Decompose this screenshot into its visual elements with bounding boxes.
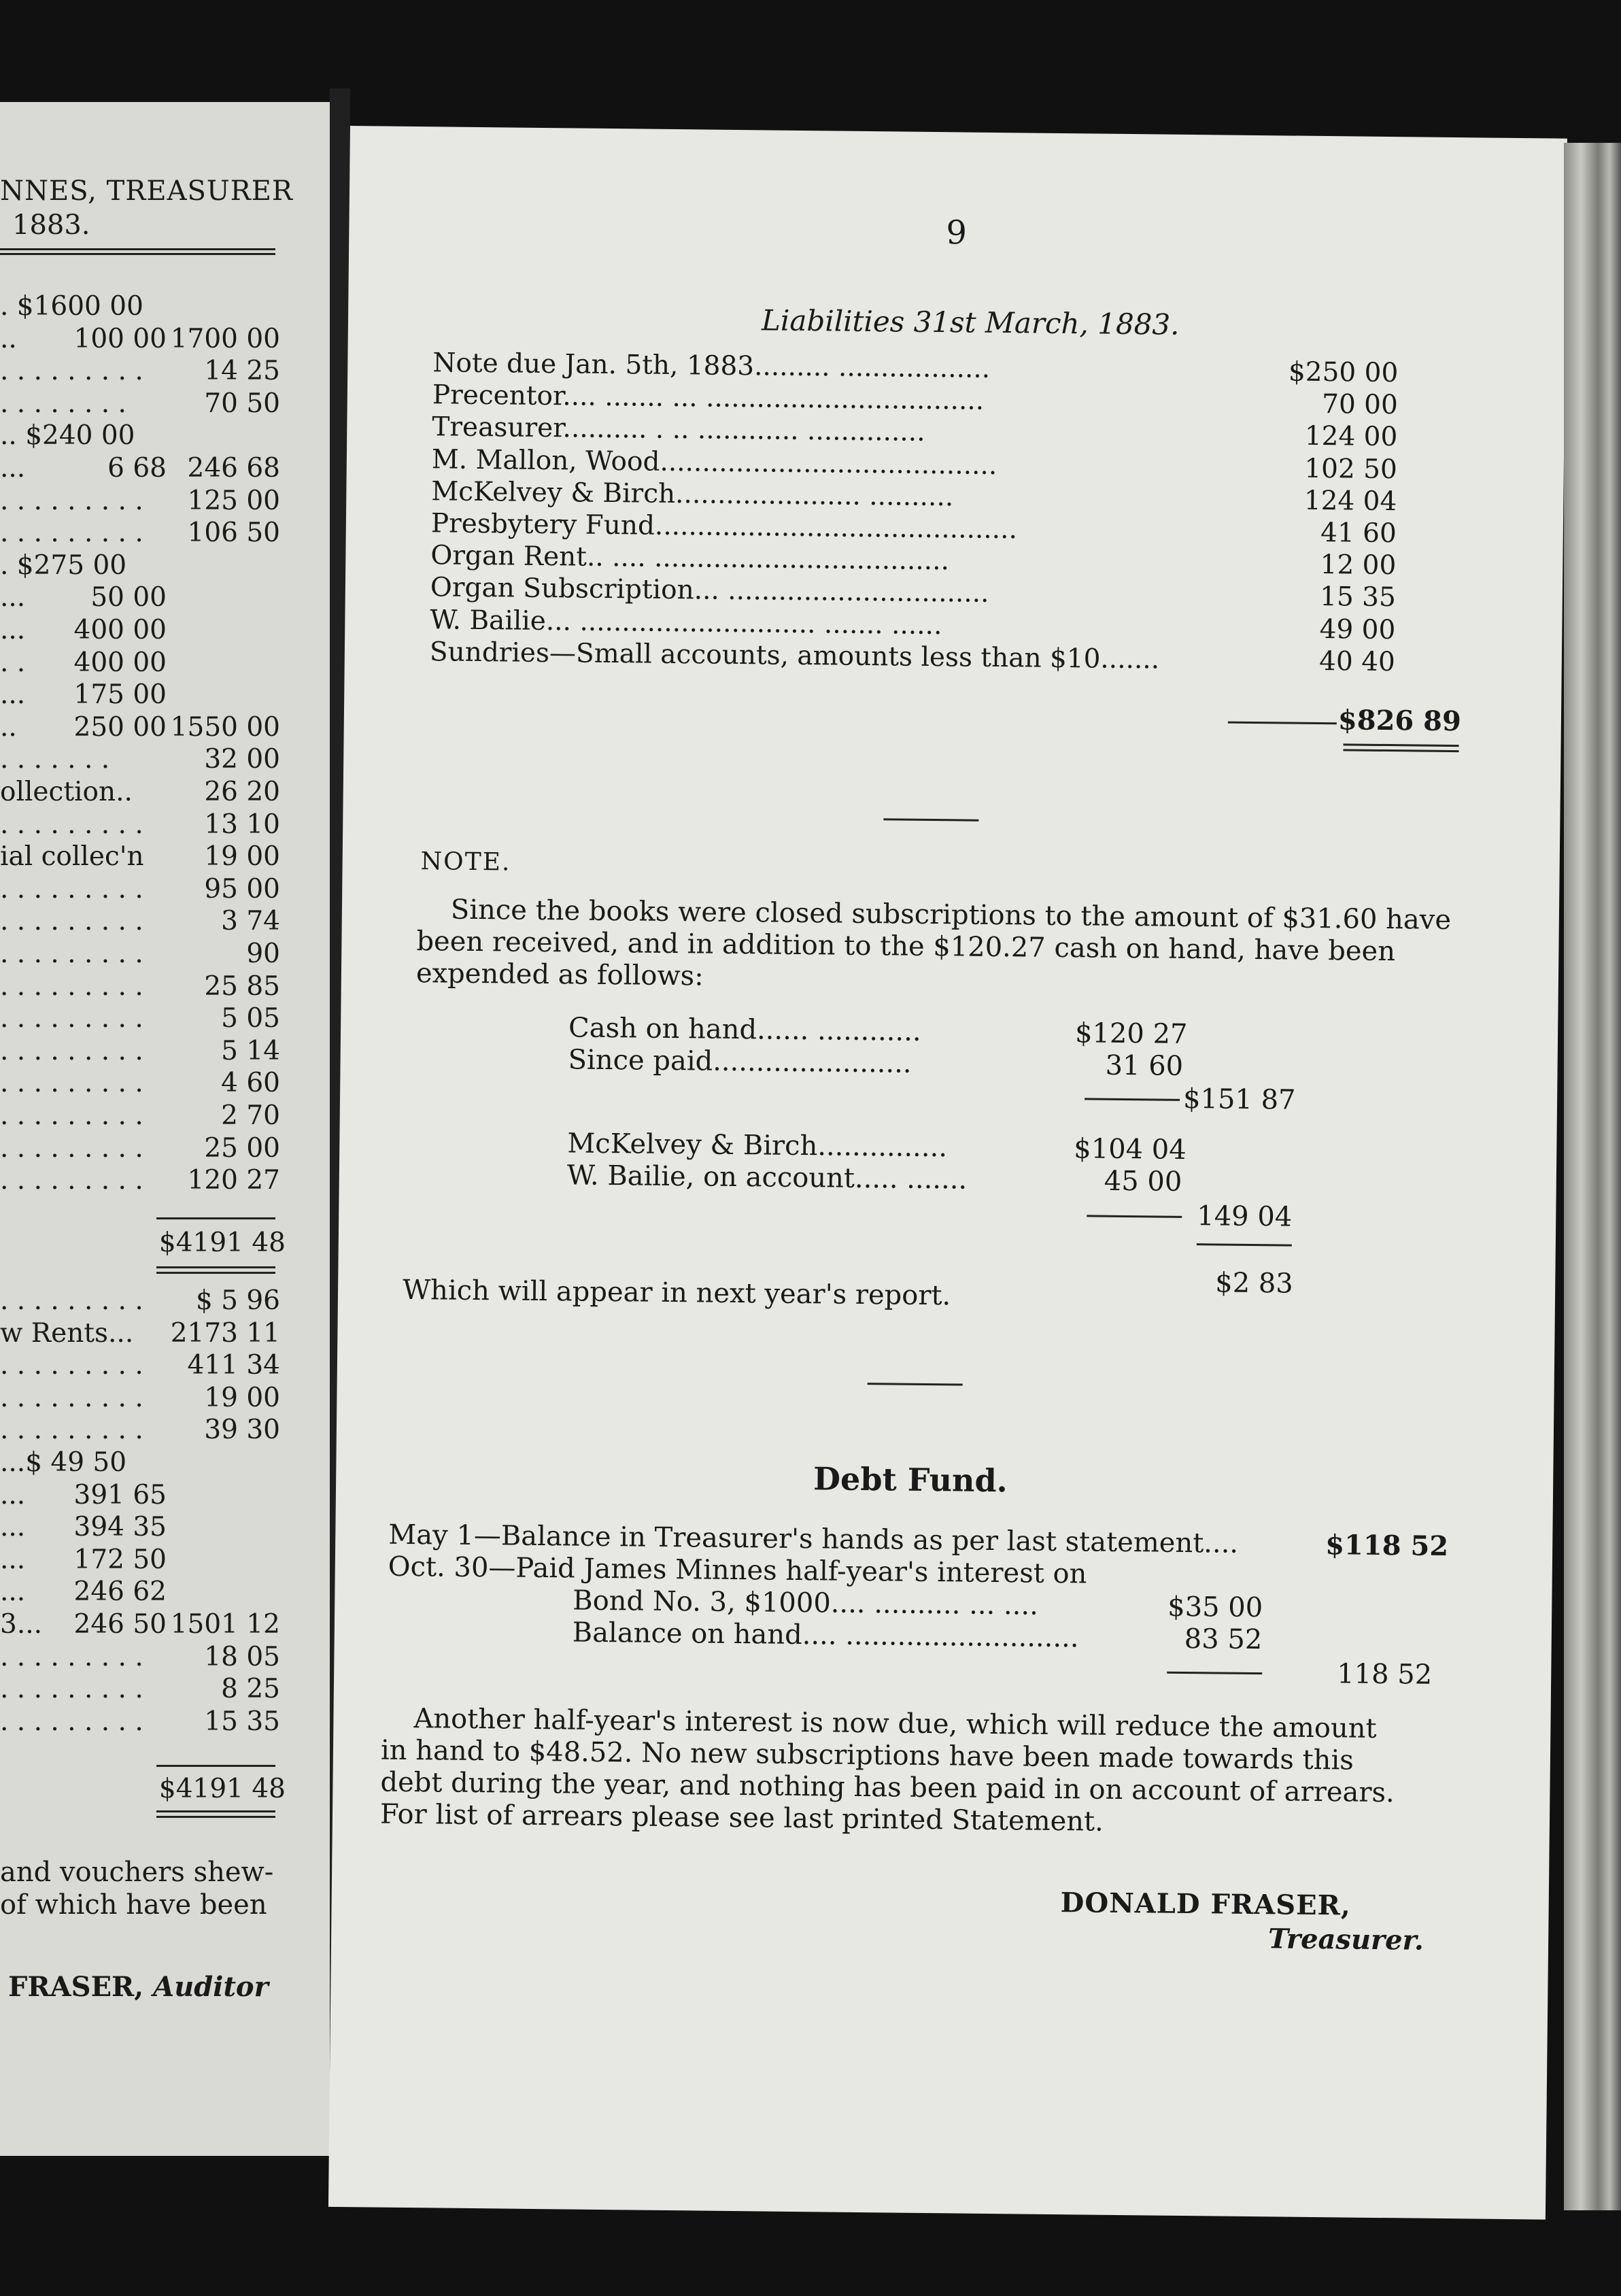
left-ledger-label: . . . . . . . . . [0, 1382, 143, 1413]
left-ledger-label: . . . . . . . . . [0, 1350, 143, 1381]
left-ledger-label: . $275 00 [0, 550, 127, 581]
left-ledger-row [0, 874, 286, 905]
left-ledger-label: ... [0, 615, 26, 645]
liability-amount: 40 40 [1318, 645, 1396, 677]
liability-amount: 15 35 [1319, 581, 1397, 613]
left-total-rule-bottom [156, 1266, 275, 1268]
liability-label: M. Mallon, Wood........................................ [431, 443, 997, 481]
liability-label: Organ Subscription... ............................... [430, 572, 989, 609]
note-line3: expended as follows: [415, 958, 704, 992]
left-ledger-row [0, 1447, 286, 1479]
bailie-label: W. Bailie, on account..... ....... [566, 1160, 968, 1196]
left-ledger-label: ... [0, 1479, 26, 1510]
left-ledger-row [0, 809, 286, 841]
left-ledger-row [0, 486, 286, 517]
liability-label: Sundries—Small accounts, amounts less than $10....... [429, 637, 1160, 675]
bailie-amount: 45 00 [1104, 1165, 1182, 1198]
left-ledger-row [0, 1100, 286, 1132]
debt-fund-heading: Debt Fund. [813, 1460, 1008, 1500]
left-ledger-label: . . . . . . . . . [0, 970, 143, 1002]
liability-amount: 49 00 [1319, 613, 1396, 645]
left-ledger-value-2: 25 00 [204, 1132, 280, 1164]
left-ledger-value-2: 39 30 [204, 1415, 280, 1446]
left-ledger-label: 3... [0, 1609, 43, 1640]
left-ledger-label: . . . . . . . . . [0, 873, 143, 905]
left-ledger-row [0, 906, 286, 937]
left-ledger-row [0, 1480, 286, 1511]
left-ledger-value-2: 120 27 [187, 1165, 280, 1196]
debt-total: 118 52 [1337, 1658, 1433, 1691]
expended-rule [1087, 1215, 1182, 1217]
liability-amount: 102 50 [1304, 453, 1398, 485]
left-ledger-row [0, 356, 286, 387]
left-header-line1: NNES, TREASURER [0, 175, 294, 207]
left-ledger-value-1: 175 00 [73, 679, 167, 711]
debt-line1-label: May 1—Balance in Treasurer's hands as per last statement.... [388, 1519, 1239, 1559]
page-number: 9 [946, 214, 968, 252]
left-ledger-value-2: 32 00 [204, 744, 280, 775]
liability-amount: $250 00 [1288, 356, 1399, 389]
left-ledger-label: .. $240 00 [0, 420, 135, 452]
left-ledger-label: . . . . . . . . . [0, 1132, 143, 1164]
left-paragraph-line2: of which have been [0, 1889, 267, 1921]
left-ledger-label: . . . . . . . . . [0, 356, 143, 387]
left-ledger-row [0, 1706, 286, 1738]
liability-label: Presbytery Fund........................................... [430, 508, 1018, 545]
left-ledger-label: . . . . . . . . . [0, 485, 143, 516]
left-ledger-value-2: $ 5 96 [195, 1285, 280, 1316]
debt-paragraph-line2: in hand to $48.52. No new subscriptions have been made towards this [380, 1734, 1354, 1776]
left-ledger-label: . . [0, 647, 26, 678]
left-ledger-value-1: 100 00 [73, 323, 167, 354]
left-ledger-value-2: 4 60 [221, 1068, 280, 1099]
left-ledger-value-2: 70 50 [204, 388, 280, 419]
cash-on-hand-label: Cash on hand...... ............ [568, 1012, 921, 1047]
left-ledger-row [0, 291, 286, 322]
left-ledger-row [0, 1544, 286, 1576]
left-ledger-row [0, 971, 286, 1002]
left-ledger-label: ... [0, 453, 26, 484]
left-ledger-row [0, 518, 286, 549]
left-ledger-value-2: 1550 00 [170, 711, 280, 743]
left-signature-role: Auditor [153, 1971, 269, 2003]
left-ledger-row [0, 777, 286, 808]
left-ledger-value-2: 14 25 [204, 356, 280, 387]
left-ledger-label: . . . . . . . . . [0, 1641, 143, 1672]
left-ledger-value-2: 2 70 [221, 1100, 280, 1131]
left-ledger-label: .. [0, 711, 17, 743]
left-ledger-label: . . . . . . . . . [0, 906, 143, 937]
expended-total: 149 04 [1197, 1200, 1293, 1233]
left-paragraph-line1: and vouchers shew- [0, 1857, 274, 1888]
left-ledger-label: . . . . . . . . . [0, 1415, 143, 1446]
left-ledger-value-2: 1700 00 [170, 323, 280, 354]
liability-amount: 12 00 [1320, 550, 1397, 581]
debt-line1-amount: $118 52 [1325, 1529, 1449, 1563]
left-ledger-value-2: 1501 12 [170, 1609, 280, 1640]
left-ledger-row [0, 841, 286, 873]
left-total2-rule-bottom-2 [156, 1816, 275, 1818]
left-ledger-value-1: 400 00 [73, 647, 167, 678]
liability-label: Note due Jan. 5th, 1883......... .................. [432, 348, 991, 384]
left-ledger-label: . . . . . . . . . [0, 518, 143, 549]
left-ledger-value-2: 125 00 [187, 485, 280, 516]
next-year-text: Which will appear in next year's report. [402, 1274, 951, 1312]
liability-amount: 41 60 [1320, 517, 1397, 550]
left-ledger-label: ... [0, 1576, 26, 1608]
left-ledger-value-1: 246 50 [73, 1609, 167, 1640]
section-divider-2 [868, 1383, 963, 1385]
left-ledger-row [0, 1133, 286, 1164]
left-ledger-label: .. [0, 323, 17, 354]
left-ledger-value-1: 246 62 [73, 1576, 167, 1608]
liability-amount: 124 00 [1304, 421, 1398, 453]
left-ledger-row [0, 1576, 286, 1608]
left-ledger-row [0, 679, 286, 711]
left-ledger-label: . . . . . . . . . [0, 1674, 143, 1705]
left-ledger-row [0, 615, 286, 646]
left-ledger-value-2: 90 [246, 939, 280, 969]
left-ledger-value-1: 400 00 [73, 615, 167, 645]
left-ledger-row [0, 1068, 286, 1099]
left-ledger-value-2: 106 50 [187, 518, 280, 549]
left-ledger-value-2: 26 20 [204, 777, 280, 807]
liability-label: Organ Rent.. .... ................................... [430, 540, 950, 577]
left-ledger-row [0, 1003, 286, 1034]
left-ledger-row [0, 420, 286, 452]
left-total-rule-bottom-2 [156, 1272, 275, 1274]
balance-rule [1197, 1243, 1292, 1246]
left-ledger-row [0, 388, 286, 420]
left-ledger-label: ... [0, 582, 26, 613]
note-line1: Since the books were closed subscriptions to the amount of $31.60 have [450, 894, 1452, 936]
left-ledger-label: . . . . . . . . . [0, 1003, 143, 1034]
left-ledger-row [0, 1285, 286, 1317]
left-ledger-row [0, 1674, 286, 1705]
left-ledger-row [0, 1609, 286, 1640]
debt-paragraph-line3: debt during the year, and nothing has been paid in on account of arrears. [380, 1766, 1395, 1809]
balance-on-hand-label: Balance on hand.... ........................... [572, 1617, 1079, 1654]
left-header-line2: 1883. [12, 209, 90, 241]
left-ledger-label: . . . . . . . . . [0, 1706, 143, 1737]
left-ledger-row [0, 744, 286, 775]
balance-on-hand-amount: 83 52 [1184, 1623, 1263, 1656]
left-header-rule-2 [0, 253, 275, 255]
mckelvey-amount: $104 04 [1074, 1133, 1187, 1166]
left-ledger-value-2: 246 68 [187, 453, 280, 484]
left-ledger-row [0, 324, 286, 355]
left-ledger-row [0, 453, 286, 484]
left-ledger-value-2: 5 14 [221, 1035, 280, 1066]
note-heading: NOTE. [420, 847, 511, 877]
debt-line2-label: Oct. 30—Paid James Minnes half-year's interest on [388, 1551, 1087, 1590]
debt-paragraph-line4: For list of arrears please see last printed Statement. [379, 1798, 1104, 1838]
left-ledger-row [0, 1415, 286, 1446]
left-ledger-row [0, 712, 286, 743]
left-ledger-value-2: 95 00 [204, 873, 280, 905]
left-ledger-label: . . . . . . . . . [0, 809, 143, 840]
liability-amount: 70 00 [1321, 389, 1399, 421]
left-page [0, 102, 330, 2156]
left-ledger-value-2: 19 00 [204, 841, 280, 873]
liability-label: Precentor.... ....... ... ................................. [432, 379, 985, 416]
left-ledger-value-2: 15 35 [204, 1706, 280, 1737]
left-ledger-row [0, 1318, 286, 1349]
left-ledger-label: ollection.. [0, 777, 133, 807]
liabilities-total-rule [1228, 722, 1337, 725]
debt-total-rule [1167, 1672, 1262, 1674]
left-ledger-row [0, 1642, 286, 1673]
left-ledger-row [0, 647, 286, 679]
bond-amount: $35 00 [1167, 1591, 1263, 1624]
left-ledger-value-1: 394 35 [73, 1512, 167, 1543]
balance-amount: $2 83 [1215, 1267, 1294, 1300]
left-ledger-label: ... [0, 1512, 26, 1543]
treasurer-signature-role: Treasurer. [1267, 1923, 1424, 1957]
note-line2: been received, and in addition to the $120.27 cash on hand, have been [416, 926, 1396, 968]
left-ledger-value-2: 411 34 [187, 1350, 280, 1381]
left-ledger-row [0, 1036, 286, 1067]
left-total2-rule-top [156, 1765, 275, 1767]
left-total-2: $4191 48 [158, 1774, 286, 1804]
left-signature-name: FRASER, [8, 1971, 144, 2003]
left-ledger-label: ... [0, 679, 26, 711]
liabilities-heading: Liabilities 31st March, 1883. [761, 303, 1180, 341]
left-ledger-value-1: 250 00 [73, 711, 167, 743]
liabilities-total: $826 89 [1337, 704, 1462, 738]
left-ledger-value-2: 25 85 [204, 970, 280, 1002]
mckelvey-label: McKelvey & Birch............... [567, 1128, 948, 1164]
section-divider-1 [883, 818, 978, 821]
left-signature [8, 1971, 269, 2003]
liabilities-double-rule-2 [1343, 749, 1458, 752]
left-ledger-value-1: 391 65 [73, 1479, 167, 1510]
left-ledger-label: ial collec'n [0, 841, 144, 873]
left-ledger-label: ...$ 49 50 [0, 1447, 127, 1478]
left-ledger-label: . $1600 00 [0, 291, 143, 322]
liability-label: Treasurer.......... . .. ............ .............. [432, 411, 925, 448]
since-paid-amount: 31 60 [1105, 1049, 1184, 1082]
liabilities-double-rule [1344, 743, 1459, 747]
left-ledger-value-2: 13 10 [204, 809, 280, 840]
left-ledger-value-2: 8 25 [221, 1674, 280, 1705]
left-ledger-row [0, 1512, 286, 1543]
left-ledger-label: . . . . . . . . . [0, 1165, 143, 1196]
left-ledger-label: . . . . . . . . [0, 388, 126, 419]
subtotal-rule [1085, 1098, 1180, 1100]
right-page [328, 126, 1567, 2220]
left-ledger-label: . . . . . . . [0, 744, 110, 775]
left-ledger-label: . . . . . . . . . [0, 939, 143, 969]
left-ledger-label: . . . . . . . . . [0, 1068, 143, 1099]
book-page-edges [1564, 143, 1621, 2210]
left-total-1: $4191 48 [158, 1228, 286, 1258]
left-ledger-row [0, 582, 286, 613]
left-ledger-value-2: 2173 11 [170, 1317, 280, 1349]
left-ledger-row [0, 1350, 286, 1381]
bond-label: Bond No. 3, $1000.... .......... ... .... [573, 1585, 1039, 1621]
left-ledger-value-2: 19 00 [204, 1382, 280, 1413]
left-total-rule-top [156, 1217, 275, 1219]
subtotal-amount: $151 87 [1182, 1083, 1296, 1116]
liability-label: W. Bailie... ............................ ....... ...... [430, 604, 942, 641]
left-ledger-value-2: 18 05 [204, 1641, 280, 1672]
left-ledger-value-2: 3 74 [221, 906, 280, 937]
left-ledger-label: . . . . . . . . . [0, 1035, 143, 1066]
left-ledger-label: ... [0, 1544, 26, 1575]
left-ledger-row [0, 1165, 286, 1196]
left-ledger-row [0, 939, 286, 970]
left-ledger-value-1: 50 00 [90, 582, 167, 613]
liability-label: McKelvey & Birch...................... .......... [431, 476, 954, 513]
liability-amount: 124 04 [1303, 485, 1397, 517]
cash-on-hand-amount: $120 27 [1074, 1017, 1188, 1050]
treasurer-signature-name: DONALD FRASER, [1060, 1887, 1352, 1922]
left-ledger-value-2: 5 05 [221, 1003, 280, 1034]
left-total2-rule-bottom [156, 1810, 275, 1812]
left-ledger-label: w Rents... [0, 1317, 134, 1349]
left-ledger-row [0, 550, 286, 581]
left-ledger-value-1: 6 68 [107, 453, 167, 484]
left-header-rule [0, 248, 275, 250]
left-ledger-value-1: 172 50 [73, 1544, 167, 1575]
since-paid-label: Since paid....................... [568, 1044, 912, 1079]
left-ledger-row [0, 1383, 286, 1414]
left-ledger-label: . . . . . . . . . [0, 1285, 143, 1316]
left-ledger-label: . . . . . . . . . [0, 1100, 143, 1131]
debt-paragraph-line1: Another half-year's interest is now due, which will reduce the amount [413, 1703, 1377, 1744]
